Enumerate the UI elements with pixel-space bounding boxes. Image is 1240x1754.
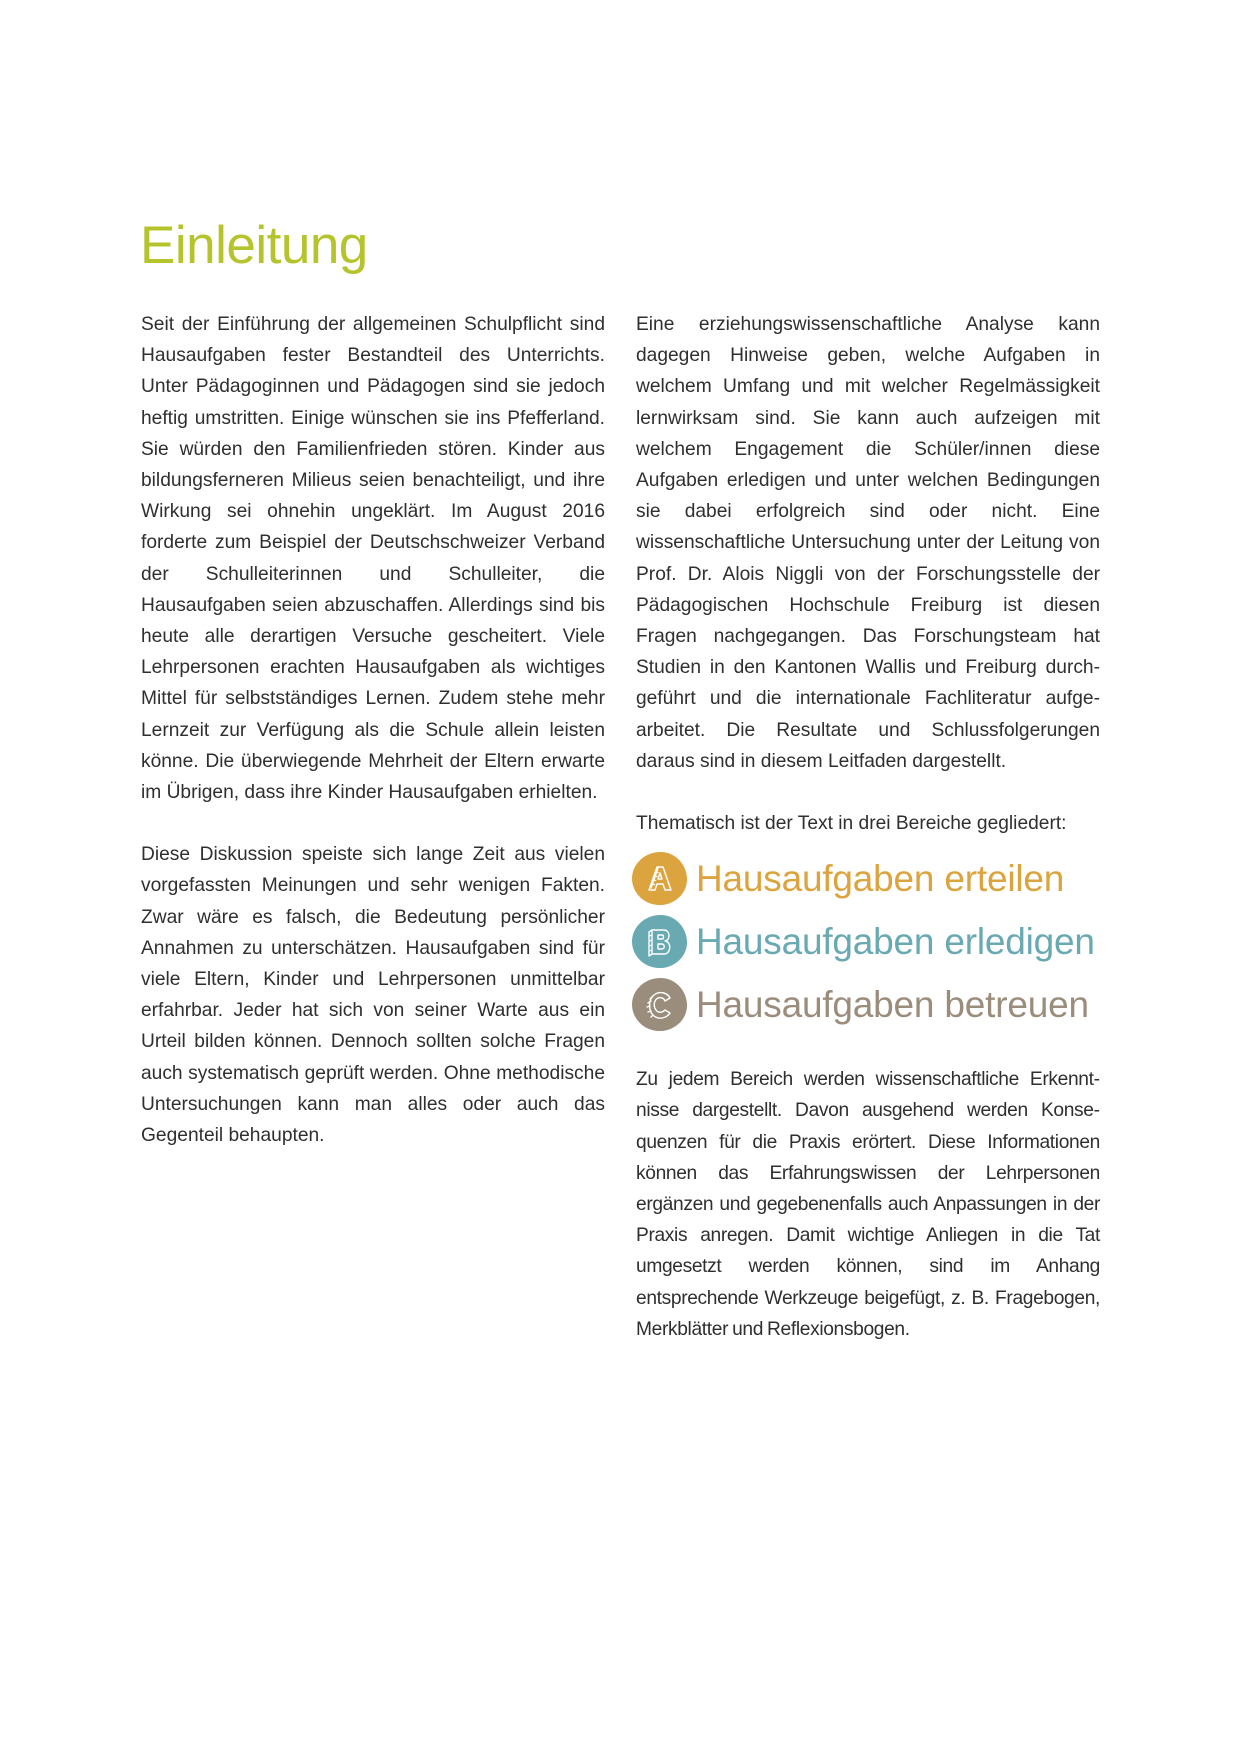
letter-b-icon: [632, 915, 687, 968]
topic-item-b: [632, 910, 1100, 973]
topic-item-c: [632, 973, 1100, 1036]
topic-item-a: [632, 847, 1100, 910]
letter-c-icon: [632, 978, 687, 1031]
topic-label-c: Hausaufgaben betreuen: [696, 983, 1089, 1025]
left-column: [141, 309, 605, 1182]
paragraph-thematic: Thematisch ist der Text in drei Bereiche gegliedert:: [636, 813, 1067, 835]
paragraph-intro: Seit der Einführung der allgemeinen Schulpflicht sind Hausaufgaben fester Bestandteil des Unterrichts. Unter Pädagoginnen und Pädagogen sind sie jedoch heftig umstritten. Einige wünschen sie ins Pfefferland. Sie würden den Familienfrieden stören. Kinder aus bildungsferneren Milieus seien benachteiligt, und ihre Wirkung sei ohnehin ungeklärt. Im August 2016 forderte zum Beispiel der Deutschschweizer Verband der Schulleiterinnen und Schulleiter, die Hausaufgaben seien abzuschaffen. Allerdings sind bis heute alle derartigen Versuche gescheitert. Viele Lehrpersonen erachten Hausaufgaben als wichtiges Mittel für selbstständiges Lernen. Zudem stehe mehr Lernzeit zur Verfügung als die Schule allein leisten könne. Die überwiegende Mehrheit der Eltern erwarte im Übrigen, dass ihre Kinder Hausaufgaben erhielten.: [141, 314, 605, 804]
page-title: Einleitung: [140, 216, 368, 275]
paragraph-discussion: Diese Diskussion speiste sich lange Zeit aus vielen vorgefassten Meinungen und sehr wenigen Fakten. Zwar wäre es falsch, die Bedeutung persönlicher Annahmen zu unterschätzen. Hausaufgaben sind für viele Eltern, Kinder und Lehrpersonen unmittelbar erfahrbar. Jeder hat sich von seiner Warte aus ein Urteil bilden können. Dennoch sollten solche Fragen auch systematisch geprüft werden. Ohne methodische Untersuchungen kann man alles oder auch das Gegenteil behaupten.: [141, 844, 605, 1147]
paragraph-closing: Zu jedem Bereich werden wissenschaftliche Erkenntnisse dargestellt. Davon ausgehend werden Konsequenzen für die Praxis erörtert. Diese Informationen können das Erfahrungswissen der Lehrpersonen ergänzen und gegebenenfalls auch Anpassungen in der Praxis anregen. Damit wichtige Anliegen in die Tat umgesetzt werden können, sind im Anhang entsprechende Werkzeuge beigefügt, z. B. Fragebogen, Merkblätter und Reflexionsbogen.: [636, 1069, 1100, 1340]
topic-label-b: Hausaufgaben erledigen: [696, 920, 1095, 962]
letter-a-icon: [632, 852, 687, 905]
right-column: [636, 309, 1100, 1376]
topic-label-a: Hausaufgaben erteilen: [696, 857, 1065, 899]
topic-list: [632, 847, 1100, 1036]
paragraph-analysis: Eine erziehungswissenschaftliche Analyse kann dagegen Hinweise geben, welche Aufgaben in welchem Umfang und mit welcher Regelmässigkeit lernwirksam sind. Sie kann auch aufzeigen mit welchem Engagement die Schüler/innen diese Aufgaben erledigen und unter welchen Bedingungen sie dabei erfolgreich sind oder nicht. Eine wissenschaftliche Untersuchung unter der Leitung von Prof. Dr. Alois Niggli von der Forschungsstelle der Pädagogischen Hochschule Freiburg ist diesen Fragen nachgegangen. Das Forschungsteam hat Studien in den Kantonen Wallis und Freiburg durchgeführt und die internationale Fachliteratur aufgearbeitet. Die Resultate und Schlussfolgerungen daraus sind in diesem Leitfaden dargestellt.: [636, 314, 1100, 772]
